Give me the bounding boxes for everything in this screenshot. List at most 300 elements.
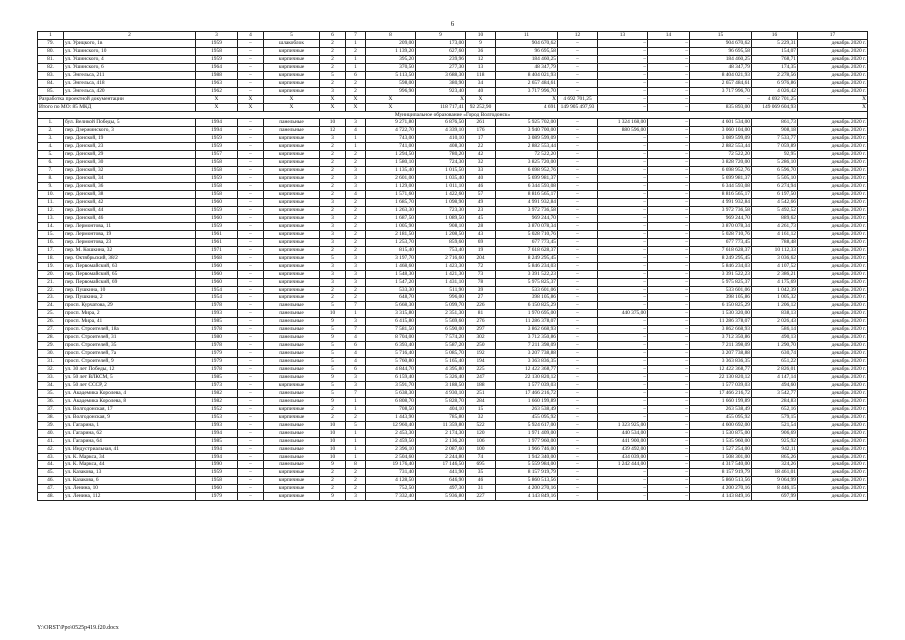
table-cell: декабрь 2020 г. (798, 79, 868, 87)
table-cell: 3 (346, 254, 366, 262)
table-cell: кирпичные (264, 238, 320, 246)
table-cell: 4. (38, 143, 64, 151)
table-cell: декабрь 2020 г. (798, 175, 868, 183)
table-cell: 598,00 (366, 79, 416, 87)
table-cell: просп. Строителей, 31 (64, 334, 196, 342)
table-cell: 9 (320, 493, 346, 501)
table-cell: – (558, 405, 598, 413)
table-cell: 6 150 825,29 (496, 302, 558, 310)
table-cell: 1 577 039,03 (690, 381, 752, 389)
table-cell: – (238, 302, 264, 310)
table-cell: 724,30 (416, 159, 466, 167)
table-cell: 4 317 540,00 (690, 461, 752, 469)
table-cell: ул. Индустриальная, 41 (64, 445, 196, 453)
table-row (38, 199, 868, 207)
table-cell: 22. (38, 286, 64, 294)
table-cell: декабрь 2020 г. (798, 183, 868, 191)
table-cell: 8 157 919,79 (690, 469, 752, 477)
table-cell: – (238, 71, 264, 79)
table-cell: 908,10 (416, 222, 466, 230)
table-cell: 2 087,60 (416, 445, 466, 453)
table-cell: пер. Пушкина, 10 (64, 286, 196, 294)
table-cell: – (558, 246, 598, 254)
table-cell: 5 099,70 (416, 302, 466, 310)
table-cell: 13 (466, 63, 496, 71)
table-cell: – (648, 381, 690, 389)
table-cell: 5 975 825,37 (690, 278, 752, 286)
table-cell: 2 (346, 87, 366, 95)
table-row (38, 206, 868, 214)
table-cell: X (238, 103, 264, 111)
table-cell: 3 870 078,34 (690, 222, 752, 230)
table-cell: пер. Донской, 36 (64, 183, 196, 191)
table-cell: 996,00 (416, 294, 466, 302)
table-cell: панельные (264, 358, 320, 366)
table-cell: 1968 (196, 254, 238, 262)
table-cell: декабрь 2020 г. (798, 350, 868, 358)
table-cell: – (598, 469, 648, 477)
table-cell: кирпичные (264, 230, 320, 238)
table-cell: 6 976,86 (752, 79, 798, 87)
table-cell: 1 015,50 (416, 167, 466, 175)
table-cell: 263 538,49 (690, 405, 752, 413)
table-cell: 1953 (196, 413, 238, 421)
table-cell: – (238, 342, 264, 350)
table-cell: 324,26 (752, 461, 798, 469)
table-cell: 8 404 021,93 (690, 71, 752, 79)
table-cell: кирпичные (264, 159, 320, 167)
table-cell: кирпичные (264, 294, 320, 302)
table-cell: ул. Волгодонская, 9 (64, 413, 196, 421)
table-cell: 861,73 (752, 119, 798, 127)
table-cell: – (598, 143, 648, 151)
table-cell: 6 698 952,76 (496, 167, 558, 175)
table-cell: панельные (264, 445, 320, 453)
housing-repair-table (37, 31, 868, 501)
table-cell: 2 244,80 (416, 453, 466, 461)
table-cell: – (648, 47, 690, 55)
table-cell: 5 587,20 (416, 342, 466, 350)
table-cell: 2 181,50 (366, 230, 416, 238)
table-cell: 1978 (196, 342, 238, 350)
table-cell: 6 808,70 (366, 397, 416, 405)
table-cell: кирпичные (264, 191, 320, 199)
table-cell: 19 (466, 246, 496, 254)
table-row (38, 413, 868, 421)
table-cell: 3 (346, 262, 366, 270)
table-cell: X (496, 95, 558, 103)
table-cell: 1 687,50 (366, 214, 416, 222)
table-cell: 1 (346, 429, 366, 437)
table-cell: 4 (346, 350, 366, 358)
table-cell: 1960 (196, 199, 238, 207)
table-cell: – (558, 175, 598, 183)
table-cell: 3 (320, 87, 346, 95)
table-cell: – (648, 127, 690, 135)
table-cell: 865,26 (752, 453, 798, 461)
table-cell: X (346, 95, 366, 103)
table-cell: декабрь 2020 г. (798, 318, 868, 326)
table-cell: 1 (346, 135, 366, 143)
table-cell: 8 446,15 (752, 485, 798, 493)
table-cell: – (558, 262, 598, 270)
table-cell: 5 860 513,56 (496, 477, 558, 485)
table-cell: 3 (346, 278, 366, 286)
table-cell: 5 (320, 350, 346, 358)
table-cell: 5 (320, 302, 346, 310)
table-cell: – (558, 350, 598, 358)
table-cell: декабрь 2020 г. (798, 55, 868, 63)
table-cell: – (648, 397, 690, 405)
table-cell: – (558, 366, 598, 374)
table-cell: 4 930,10 (416, 389, 466, 397)
table-cell: 204 (466, 254, 496, 262)
table-cell: 1 423,30 (416, 262, 466, 270)
table-cell: 1960 (196, 270, 238, 278)
table-cell: – (648, 421, 690, 429)
table-cell: – (648, 318, 690, 326)
table-cell: 1952 (196, 405, 238, 413)
table-cell: – (648, 278, 690, 286)
table-cell: 1 (346, 55, 366, 63)
table-cell: декабрь 2020 г. (798, 469, 868, 477)
table-cell: 1985 (196, 373, 238, 381)
table-cell: пер. Пушкина, 2 (64, 294, 196, 302)
table-cell: – (598, 286, 648, 294)
table-row (38, 350, 868, 358)
table-cell: ул. Ушинского, 6 (64, 63, 196, 71)
table-cell: – (648, 405, 690, 413)
table-cell: 1980 (196, 334, 238, 342)
table-cell: 4 (346, 127, 366, 135)
table-cell: 1960 (196, 262, 238, 270)
table-cell: 1982 (196, 397, 238, 405)
table-row (38, 485, 868, 493)
table-cell: X (238, 95, 264, 103)
table-cell: 1978 (196, 302, 238, 310)
table-cell: ул. Гагарина, 64 (64, 437, 196, 445)
table-cell: ул. Казакова, 6 (64, 477, 196, 485)
table-cell: панельные (264, 429, 320, 437)
table-cell: 1958 (196, 191, 238, 199)
table-cell: 5 (320, 326, 346, 334)
table-cell: 1985 (196, 437, 238, 445)
table-cell: 118 (466, 71, 496, 79)
table-row (38, 254, 868, 262)
table-cell: – (558, 326, 598, 334)
table-cell: 455 095,92 (496, 413, 558, 421)
table-cell: 3 (346, 373, 366, 381)
table-cell: 27 (466, 294, 496, 302)
table-cell: – (238, 159, 264, 167)
table-cell: ул. Казакова, 13 (64, 469, 196, 477)
table-cell: 17. (38, 246, 64, 254)
table-cell: 2 (346, 230, 366, 238)
table-cell: 4 (346, 358, 366, 366)
table-cell: декабрь 2020 г. (798, 358, 868, 366)
table-cell: 9 (320, 334, 346, 342)
table-cell: 1993 (196, 310, 238, 318)
table-cell: панельные (264, 373, 320, 381)
table-cell: 33. (38, 373, 64, 381)
table-cell: 1 971 409,00 (496, 429, 558, 437)
table-cell: 13 (598, 32, 648, 40)
table-cell: панельные (264, 366, 320, 374)
table-cell: ул. Энгельса, 420 (64, 87, 196, 95)
table-cell: 1 (346, 39, 366, 47)
table-cell: 4 844,70 (366, 366, 416, 374)
table-cell: 3 712 350,86 (690, 334, 752, 342)
table-cell: 2 (346, 238, 366, 246)
table-cell: 11. (38, 199, 64, 207)
table-cell: 1 (346, 143, 366, 151)
table-cell: панельные (264, 421, 320, 429)
table-cell: пер. Донской, 29 (64, 151, 196, 159)
table-row (38, 79, 868, 87)
table-cell: – (598, 135, 648, 143)
table-cell: панельные (264, 342, 320, 350)
table-cell: – (558, 397, 598, 405)
table-cell: 1 468,60 (366, 262, 416, 270)
table-cell: – (648, 310, 690, 318)
table-cell: – (648, 270, 690, 278)
table-cell: 5 668,30 (366, 302, 416, 310)
table-cell: 4 601 534,00 (690, 119, 752, 127)
table-cell: X (320, 103, 346, 111)
table-cell: 188 (466, 381, 496, 389)
table-row (38, 191, 868, 199)
table-cell: 12 (466, 55, 496, 63)
table-cell: 9 (320, 373, 346, 381)
table-cell: 39. (38, 421, 64, 429)
table-cell: 7 (346, 302, 366, 310)
table-cell: – (648, 461, 690, 469)
table-cell: пер. М. Кошкина, 32 (64, 246, 196, 254)
table-cell: – (558, 278, 598, 286)
table-cell: 1 535 960,00 (690, 437, 752, 445)
table-cell: 2 (320, 63, 346, 71)
table-cell: 149 905 497,93 (558, 103, 598, 111)
table-cell: – (648, 302, 690, 310)
table-cell: 227 (466, 493, 496, 501)
table-cell: – (598, 334, 648, 342)
table-cell: – (598, 63, 648, 71)
table-cell: декабрь 2020 г. (798, 206, 868, 214)
table-cell: 908,18 (752, 127, 798, 135)
table-cell: – (558, 453, 598, 461)
table-cell: 1 242 444,00 (598, 461, 648, 469)
table-cell: – (598, 222, 648, 230)
table-cell: 5 925 702,00 (496, 119, 558, 127)
table-cell: декабрь 2020 г. (798, 326, 868, 334)
table-cell: 2 (346, 469, 366, 477)
table-cell: 627,60 (416, 47, 466, 55)
table-cell: кирпичные (264, 199, 320, 207)
table-cell: 14. (38, 222, 64, 230)
table-cell: 5 505,10 (752, 175, 798, 183)
table-cell: 695 (466, 461, 496, 469)
table-cell: кирпичные (264, 135, 320, 143)
table-cell: кирпичные (264, 151, 320, 159)
table-cell: 2 026,43 (752, 318, 798, 326)
table-cell: 46 (466, 183, 496, 191)
table-cell: – (238, 445, 264, 453)
table-cell: 2 (320, 286, 346, 294)
table-cell: – (558, 87, 598, 95)
table-cell: 3 972 736,58 (496, 206, 558, 214)
table-cell: – (648, 222, 690, 230)
table-cell: 5 (264, 32, 320, 40)
table-cell: кирпичные (264, 87, 320, 95)
table-cell: 1994 (196, 127, 238, 135)
table-cell: 380,90 (416, 79, 466, 87)
table-cell: панельные (264, 461, 320, 469)
table-cell: 42 (466, 151, 496, 159)
table-cell: – (238, 405, 264, 413)
table-cell: 35. (38, 389, 64, 397)
table-cell: 96 695,58 (496, 47, 558, 55)
table-cell: – (598, 262, 648, 270)
table-cell: 996,90 (366, 87, 416, 95)
table-cell: 6 159,40 (366, 373, 416, 381)
table-cell: 5 559 984,00 (496, 461, 558, 469)
table-cell: 43. (38, 453, 64, 461)
table-cell: 30. (38, 350, 64, 358)
table-cell: 1954 (196, 286, 238, 294)
table-cell: 277,30 (416, 63, 466, 71)
table-cell: – (598, 350, 648, 358)
table-cell: 3 712 350,86 (496, 334, 558, 342)
table-cell: 120 (466, 429, 496, 437)
table-cell: 5 229,31 (752, 39, 798, 47)
table-cell: – (238, 47, 264, 55)
table-cell: 22 130 820,12 (690, 373, 752, 381)
table-cell: – (558, 270, 598, 278)
table-cell: ул. Ленина, 10 (64, 485, 196, 493)
table-cell: – (558, 71, 598, 79)
table-cell: 7. (38, 167, 64, 175)
table-row (38, 389, 868, 397)
table-cell: декабрь 2020 г. (798, 421, 868, 429)
table-cell: 5 (320, 381, 346, 389)
table-cell: 6 150 825,29 (690, 302, 752, 310)
table-cell: 2 (320, 47, 346, 55)
table-cell: 106 (466, 437, 496, 445)
table-cell: – (558, 135, 598, 143)
table-cell: – (558, 373, 598, 381)
table-cell: 7 059,89 (752, 143, 798, 151)
table-cell: 17 146,50 (416, 461, 466, 469)
table-cell: 6 (346, 366, 366, 374)
table-cell: – (558, 55, 598, 63)
table-cell: 14 (648, 32, 690, 40)
table-cell: 646,90 (416, 477, 466, 485)
table-cell: 1961 (196, 238, 238, 246)
table-cell: 1 005,32 (752, 294, 798, 302)
table-cell: 176 (466, 127, 496, 135)
table-cell: 969 244,70 (496, 214, 558, 222)
table-cell: – (238, 79, 264, 87)
table-cell: – (238, 254, 264, 262)
table-cell: 39 (466, 286, 496, 294)
table-cell: 1 422,60 (416, 191, 466, 199)
table-cell: 31 (466, 485, 496, 493)
table-cell: 5 828,70 (416, 397, 466, 405)
table-cell: 1 547,20 (366, 278, 416, 286)
table-cell: 8 249 295,45 (690, 254, 752, 262)
table-cell: 2 (346, 206, 366, 214)
table-cell: 3 717 996,70 (690, 87, 752, 95)
table-cell: декабрь 2020 г. (798, 294, 868, 302)
table-cell: 78 (466, 278, 496, 286)
table-cell: 2 657 484,61 (496, 79, 558, 87)
table-cell: 1 (346, 445, 366, 453)
table-cell: кирпичные (264, 63, 320, 71)
table-cell: 27. (38, 326, 64, 334)
table-cell: 96 695,58 (690, 47, 752, 55)
table-cell: 41. (38, 437, 64, 445)
table-cell: 3 (320, 214, 346, 222)
table-cell: – (598, 318, 648, 326)
table-cell: 1962 (196, 87, 238, 95)
table-row (38, 175, 868, 183)
table-cell: 36. (38, 397, 64, 405)
table-cell: декабрь 2020 г. (798, 167, 868, 175)
table-cell: 8 (346, 461, 366, 469)
table-cell: пер. Лермонтова, 11 (64, 222, 196, 230)
table-cell: – (238, 119, 264, 127)
table-cell: 184 460,25 (496, 55, 558, 63)
table-cell: 11 359,80 (416, 421, 466, 429)
table-cell: декабрь 2020 г. (798, 310, 868, 318)
table-cell: – (238, 485, 264, 493)
table-cell: кирпичные (264, 270, 320, 278)
table-cell: 4 107,52 (752, 262, 798, 270)
table-cell: 45 (466, 214, 496, 222)
table-cell: 533 601,06 (690, 286, 752, 294)
table-cell: 239,96 (416, 55, 466, 63)
table-cell: 1960 (196, 214, 238, 222)
table-cell: 3 688,30 (416, 71, 466, 79)
table-cell: – (598, 214, 648, 222)
table-cell: 2 351,30 (416, 310, 466, 318)
table-cell: 1979 (196, 493, 238, 501)
table-cell: 1959 (196, 222, 238, 230)
table-row (38, 397, 868, 405)
table-cell: 3 542,77 (752, 389, 798, 397)
table-cell: 1 527 254,00 (690, 445, 752, 453)
table-cell: 7 332,40 (366, 493, 416, 501)
table-cell: 250 (466, 342, 496, 350)
table-cell: – (238, 278, 264, 286)
table-cell: 5 113,50 (366, 71, 416, 79)
table-cell: декабрь 2020 г. (798, 445, 868, 453)
table-cell: – (558, 39, 598, 47)
table-cell: – (238, 238, 264, 246)
table-cell: 15 (690, 32, 752, 40)
table-row (38, 47, 868, 55)
table-cell: 10 (320, 453, 346, 461)
table-cell: 889,62 (752, 214, 798, 222)
table-cell: – (558, 437, 598, 445)
table-cell: – (238, 421, 264, 429)
design-docs-row (38, 95, 868, 103)
table-cell: 2 (320, 477, 346, 485)
table-cell: 2 (346, 151, 366, 159)
table-cell: 1 011,10 (416, 183, 466, 191)
table-cell: 743,00 (366, 135, 416, 143)
table-cell: 677 773,45 (496, 238, 558, 246)
